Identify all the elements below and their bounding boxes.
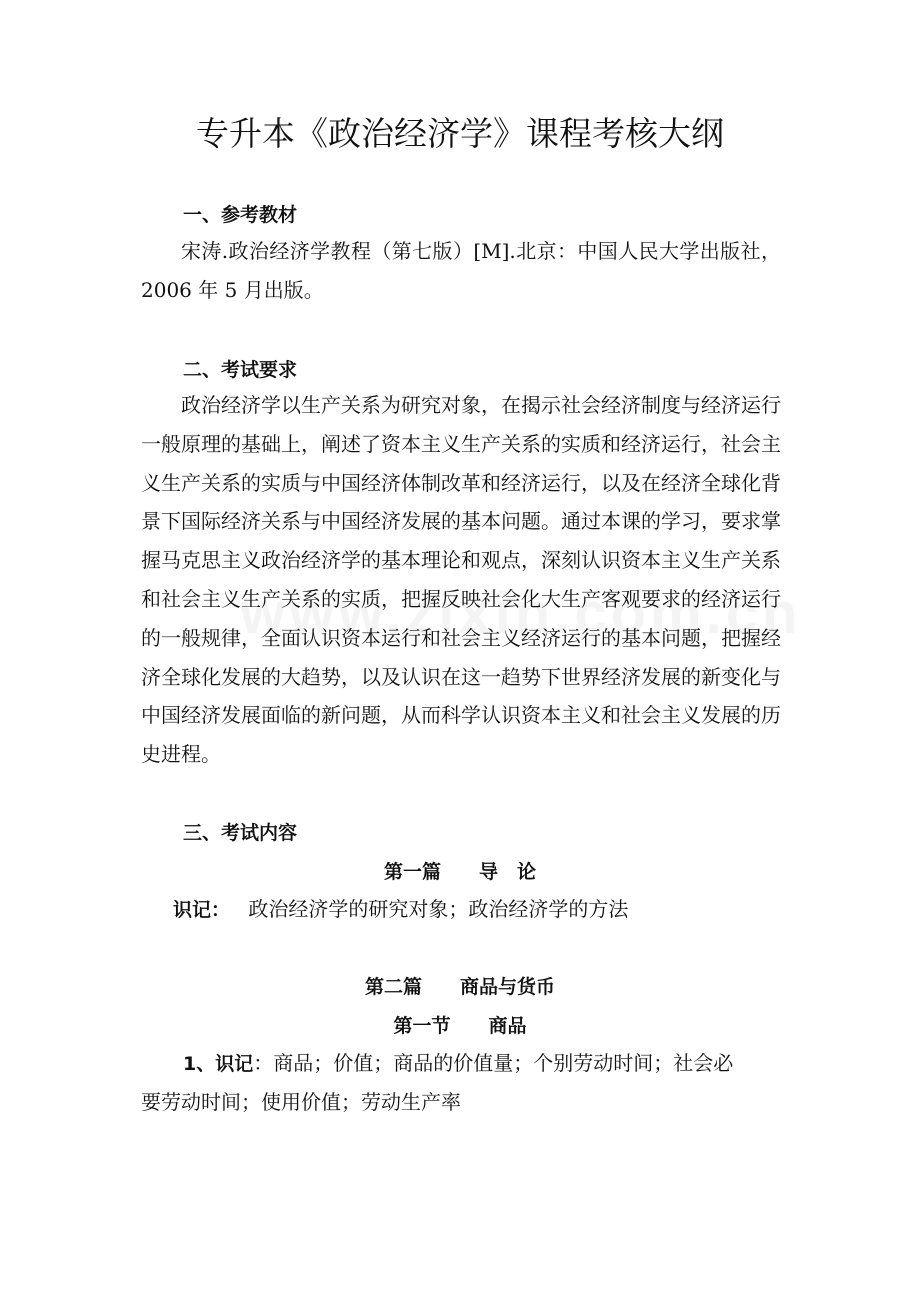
item1-text-line1: ：商品；价值；商品的价值量；个别劳动时间；社会必 [253, 1051, 734, 1075]
chapter-title-commodity: 第一节 商品 [393, 1015, 527, 1037]
recall-line-introduction [173, 893, 628, 922]
part-title-commodity-money: 第二篇 商品与货币 [364, 976, 555, 998]
references-paragraph: 宋涛.政治经济学教程（第七版）[M].北京：中国人民大学出版社，2006 年 5 月出版。 [141, 239, 781, 302]
section-heading-content: 三、考试内容 [183, 822, 298, 844]
requirements-paragraph: 政治经济学以生产关系为研究对象，在揭示社会经济制度与经济运行一般原理的基础上，阐述了资本主义生产关系的实质和经济运行，社会主义生产关系的实质与中国经济体制改革和经济运行，以及在经济全球化背景下国际经济关系与中国经济发展的基本问题。通过本课的学习，要求掌握马克思主义政治经济学的基本理论和观点，深刻认识资本主义生产关系和社会主义生产关系的实质，把握反映社会化大生产客观要求的经济运行的一般规律，全面认识资本运行和社会主义经济运行的基本问题，把握经济全球化发展的大趋势，以及认识在这一趋势下世界经济发展的新变化与中国经济发展面临的新问题，从而科学认识资本主义和社会主义发展的历史进程。 [141, 393, 781, 767]
recall-label: 识记： [173, 899, 231, 921]
document-title: 专升本《政治经济学》课程考核大纲 [196, 114, 724, 153]
item1-label: 1、识记 [183, 1053, 254, 1075]
section-heading-requirements: 二、考试要求 [183, 359, 298, 381]
section-heading-references: 一、参考教材 [183, 204, 298, 226]
recall-text: 政治经济学的研究对象；政治经济学的方法 [248, 897, 629, 921]
part-title-introduction: 第一篇 导 论 [383, 861, 536, 883]
item1-line2: 要劳动时间；使用价值；劳动生产率 [141, 1090, 461, 1114]
item1-line1 [183, 1047, 733, 1076]
